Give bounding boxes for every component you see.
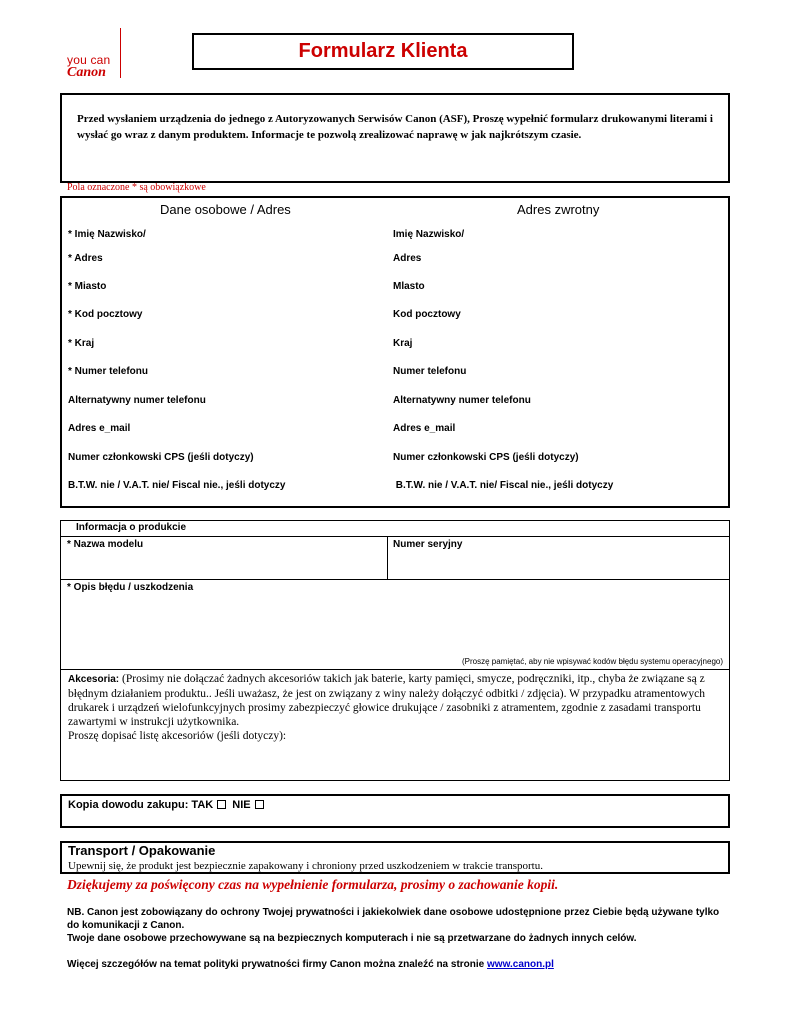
return-country-field[interactable]: Kraj <box>393 338 413 349</box>
model-divider <box>387 537 388 579</box>
product-heading: Informacja o produkcie <box>76 522 187 533</box>
logo-divider <box>120 28 121 78</box>
thanks-text: Dziękujemy za poświęcony czas na wypełnienie formularza, prosimy o zachowanie kopii. <box>67 877 559 892</box>
return-heading: Adres zwrotny <box>517 202 600 217</box>
email-field[interactable]: Adres e_mail <box>68 423 131 434</box>
page-title: Formularz Klienta <box>298 40 468 62</box>
personal-heading: Dane osobowe / Adres <box>160 202 291 217</box>
yes-checkbox[interactable] <box>217 800 226 809</box>
postcode-field[interactable]: * Kod pocztowy <box>68 309 143 320</box>
intro-text: Przed wysłaniem urządzenia do jednego z Autoryzowanych Serwisów Canon (ASF), Proszę wypełnić formularz drukowanymi literami i wysłać go wraz z danym produktem. Informacje te pozwolą zrealizować naprawę w jak najkrótszym czasie. <box>77 113 713 141</box>
model-field[interactable]: * Nazwa modelu <box>67 539 144 550</box>
return-postcode-field[interactable]: Kod pocztowy <box>393 309 461 320</box>
return-cps-field[interactable]: Numer członkowski CPS (jeśli dotyczy) <box>393 452 579 463</box>
proof-of-purchase-section <box>60 794 730 828</box>
product-section <box>60 520 730 781</box>
return-phone-field[interactable]: Numer telefonu <box>393 366 467 377</box>
fault-field[interactable]: * Opis błędu / uszkodzenia <box>67 582 194 593</box>
name-field[interactable]: * Imię Nazwisko/ <box>68 229 146 240</box>
title-box <box>192 33 574 70</box>
transport-text: Upewnij się, że produkt jest bezpiecznie zapakowany i chroniony przed uszkodzeniem w trakcie transportu. <box>68 860 543 872</box>
return-email-field[interactable]: Adres e_mail <box>393 423 456 434</box>
accessories-block[interactable] <box>68 672 718 743</box>
privacy-more-text: Więcej szczegółów na temat polityki prywatności firmy Canon można znaleźć na stronie <box>67 959 488 970</box>
fault-row <box>61 580 729 670</box>
return-name-field[interactable]: Imię Nazwisko/ <box>393 229 465 240</box>
privacy-notice <box>67 906 727 945</box>
cps-field[interactable]: Numer członkowski CPS (jeśli dotyczy) <box>68 452 254 463</box>
serial-field[interactable]: Numer seryjny <box>393 539 463 550</box>
fault-note: (Proszę pamiętać, aby nie wpisywać kodów błędu systemu operacyjnego) <box>461 657 723 666</box>
product-header <box>61 521 729 537</box>
no-checkbox[interactable] <box>255 800 264 809</box>
transport-section <box>60 841 730 874</box>
transport-title: Transport / Opakowanie <box>68 843 216 858</box>
vat-field[interactable]: B.T.W. nie / V.A.T. nie/ Fiscal nie., jeśli dotyczy <box>68 480 286 491</box>
return-address-field[interactable]: Adres <box>393 253 422 264</box>
intro-box <box>60 93 730 183</box>
accessories-text: (Prosimy nie dołączać żadnych akcesoriów takich jak baterie, karty pamięci, smycze, podręczniki, itp., chyba że związane są z błędnym działaniem produktu.. Jeśli uważasz, że jest on związany z winy należy dołączyć odbitki / zdjęcia). W przypadku atramentowych drukarek i urządzeń wielofunkcyjnych prosimy zabezpieczyć głowice drukujące / zasobniki z atramentem, zgodnie z zasadami transportu zawartymi w instrukcji użytkownika. <box>68 673 705 728</box>
privacy-line-1: NB. Canon jest zobowiązany do ochrony Twojej prywatności i jakiekolwiek dane osobowe udostępnione przez Ciebie będą używane tylko do komunikacji z Canon. <box>67 907 720 931</box>
proof-no-label: NIE <box>232 799 251 811</box>
logo-tagline: you can <box>67 53 111 67</box>
mandatory-note: Pola oznaczone * są obowiązkowe <box>67 182 206 193</box>
privacy-line-2: Twoje dane osobowe przechowywane są na bezpiecznych komputerach i nie są przetwarzane do żadnych innych celów. <box>67 933 637 944</box>
canon-logo: Canon <box>67 65 106 80</box>
city-field[interactable]: * Miasto <box>68 281 107 292</box>
model-row <box>61 537 729 580</box>
return-vat-field[interactable]: B.T.W. nie / V.A.T. nie/ Fiscal nie., jeśli dotyczy <box>393 480 614 491</box>
privacy-more <box>67 959 554 970</box>
accessories-list-label: Proszę dopisać listę akcesoriów (jeśli dotyczy): <box>68 730 287 742</box>
personal-data-section <box>60 196 730 508</box>
country-field[interactable]: * Kraj <box>68 338 95 349</box>
phone-field[interactable]: * Numer telefonu <box>68 366 149 377</box>
address-field[interactable]: * Adres <box>68 253 103 264</box>
accessories-label: Akcesoria: <box>68 674 120 685</box>
canon-website-link[interactable]: www.canon.pl <box>487 959 554 970</box>
alt-phone-field[interactable]: Alternatywny numer telefonu <box>68 395 206 406</box>
return-alt-phone-field[interactable]: Alternatywny numer telefonu <box>393 395 531 406</box>
proof-row <box>68 799 267 811</box>
proof-label: Kopia dowodu zakupu: TAK <box>68 799 214 811</box>
return-city-field[interactable]: Mlasto <box>393 281 425 292</box>
